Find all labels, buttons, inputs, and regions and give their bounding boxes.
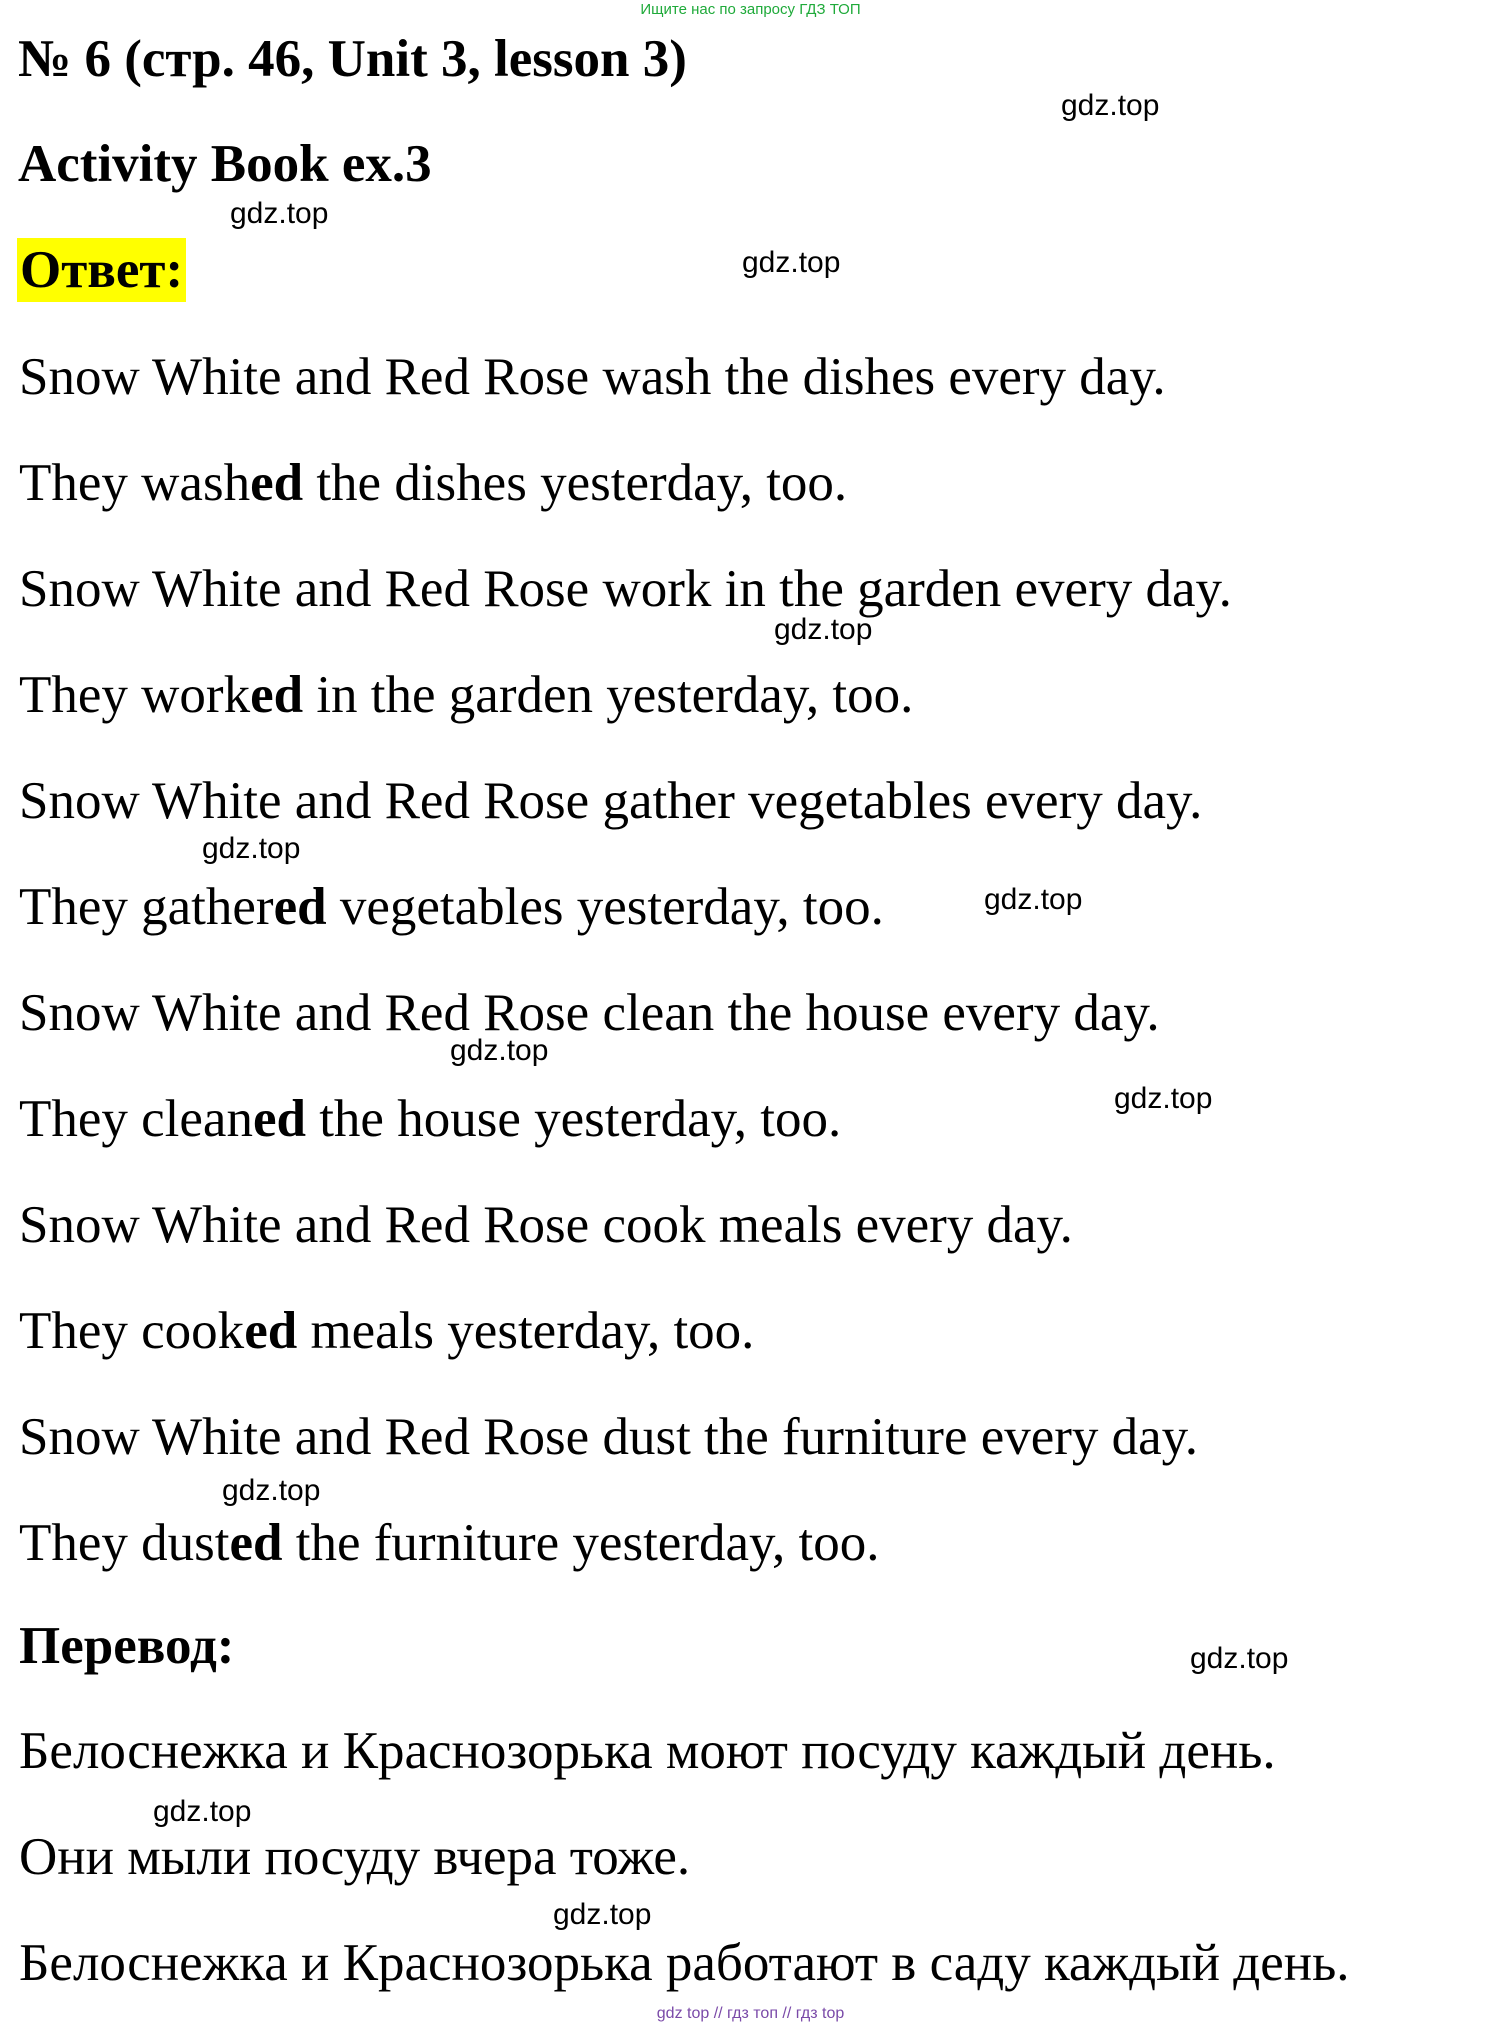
answer-line: They worked in the garden yesterday, too.	[19, 666, 914, 724]
watermark: gdz.top	[1190, 1642, 1289, 1675]
answer-line: They cleaned the house yesterday, too.	[19, 1090, 842, 1148]
translation-line: Белоснежка и Краснозорька моют посуду каждый день.	[19, 1722, 1276, 1780]
watermark: gdz.top	[222, 1474, 321, 1507]
watermark: gdz.top	[742, 246, 841, 279]
answer-line: Snow White and Red Rose work in the garden every day.	[19, 560, 1232, 618]
answer-line: They washed the dishes yesterday, too.	[19, 454, 848, 512]
translation-label: Перевод:	[19, 1617, 235, 1675]
answer-line: Snow White and Red Rose cook meals every day.	[19, 1196, 1073, 1254]
answer-line: Snow White and Red Rose dust the furniture every day.	[19, 1408, 1198, 1466]
watermark: gdz.top	[984, 883, 1083, 916]
watermark: gdz.top	[1114, 1082, 1213, 1115]
watermark: gdz.top	[774, 613, 873, 646]
watermark: gdz.top	[230, 197, 329, 230]
watermark: gdz.top	[153, 1795, 252, 1828]
answer-label: Ответ:	[17, 238, 186, 302]
watermark: gdz.top	[450, 1034, 549, 1067]
top-banner: Ищите нас по запросу ГДЗ ТОП	[640, 1, 861, 18]
answer-line: They gathered vegetables yesterday, too.	[19, 878, 884, 936]
page-title: № 6 (стр. 46, Unit 3, lesson 3)	[18, 30, 687, 88]
answer-line: They dusted the furniture yesterday, too.	[19, 1514, 880, 1572]
answer-line: Snow White and Red Rose wash the dishes every day.	[19, 348, 1166, 406]
answer-line: They cooked meals yesterday, too.	[19, 1302, 755, 1360]
watermark: gdz.top	[202, 832, 301, 865]
translation-line: Они мыли посуду вчера тоже.	[19, 1828, 691, 1886]
answer-line: Snow White and Red Rose clean the house every day.	[19, 984, 1160, 1042]
watermark: gdz.top	[1061, 89, 1160, 122]
footer: gdz top // гдз топ // гдз top	[656, 2005, 845, 2022]
answer-line: Snow White and Red Rose gather vegetables every day.	[19, 772, 1203, 830]
watermark: gdz.top	[553, 1898, 652, 1931]
translation-line: Белоснежка и Краснозорька работают в саду каждый день.	[19, 1934, 1350, 1992]
page-subtitle: Activity Book ex.3	[18, 135, 432, 193]
